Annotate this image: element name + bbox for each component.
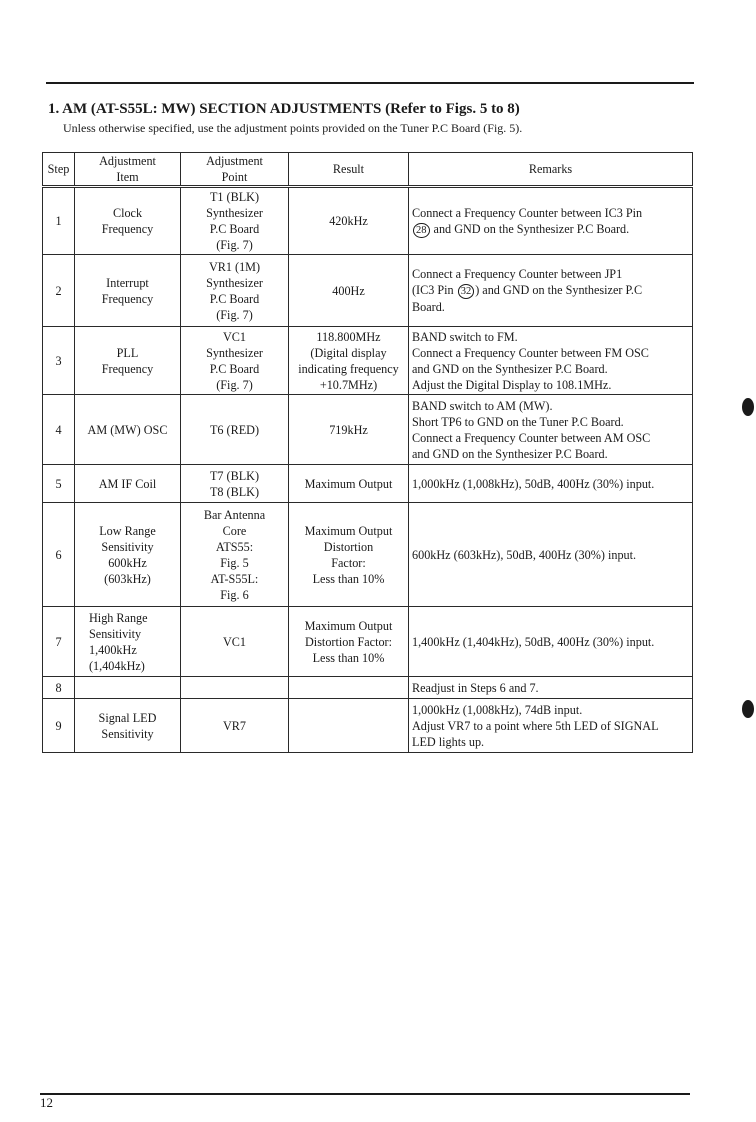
remarks: 1,000kHz (1,008kHz), 50dB, 400Hz (30%) input.: [409, 465, 693, 503]
remarks: BAND switch to FM. Connect a Frequency Counter between FM OSC and GND on the Synthesizer P.C Board. Adjust the Digital Display to 108.1MHz.: [409, 327, 693, 395]
remarks: Connect a Frequency Counter between IC3 Pin 28 and GND on the Synthesizer P.C Board.: [409, 187, 693, 255]
header-adjustment-item: Adjustment Item: [75, 153, 181, 187]
table-row: [43, 677, 693, 699]
adjustment-item: High Range Sensitivity 1,400kHz (1,404kHz): [75, 607, 181, 677]
result: Maximum Output: [289, 465, 409, 503]
adjustment-item: PLL Frequency: [75, 327, 181, 395]
pin-number-badge: 28: [413, 223, 430, 238]
section-title: 1. AM (AT-S55L: MW) SECTION ADJUSTMENTS (Refer to Figs. 5 to 8): [48, 101, 520, 117]
adjustment-item: Low Range Sensitivity 600kHz (603kHz): [75, 503, 181, 607]
adjustment-point: T1 (BLK) Synthesizer P.C Board (Fig. 7): [181, 187, 289, 255]
remarks: Readjust in Steps 6 and 7.: [409, 677, 693, 699]
remarks: BAND switch to AM (MW). Short TP6 to GND on the Tuner P.C Board. Connect a Frequency Counter between AM OSC and GND on the Synthesizer P.C Board.: [409, 395, 693, 465]
result: 400Hz: [289, 255, 409, 327]
step-number: 9: [43, 699, 75, 753]
adjustment-item: Clock Frequency: [75, 187, 181, 255]
bottom-rule: [40, 1093, 690, 1095]
header-result: Result: [289, 153, 409, 187]
table-row: [43, 699, 693, 753]
result: [289, 699, 409, 753]
step-number: 2: [43, 255, 75, 327]
table-row: [43, 255, 693, 327]
remarks: 1,400kHz (1,404kHz), 50dB, 400Hz (30%) input.: [409, 607, 693, 677]
adjustment-item: AM IF Coil: [75, 465, 181, 503]
binder-hole-mark: [742, 700, 754, 718]
result: [289, 677, 409, 699]
adjustment-point: VC1 Synthesizer P.C Board (Fig. 7): [181, 327, 289, 395]
table-row: [43, 465, 693, 503]
adjustment-point: T7 (BLK) T8 (BLK): [181, 465, 289, 503]
adjustment-point: VC1: [181, 607, 289, 677]
result: 118.800MHz (Digital display indicating frequency +10.7MHz): [289, 327, 409, 395]
adjustment-item: AM (MW) OSC: [75, 395, 181, 465]
page-number: 12: [40, 1095, 53, 1110]
header-step: Step: [43, 153, 75, 187]
remarks: 1,000kHz (1,008kHz), 74dB input. Adjust VR7 to a point where 5th LED of SIGNAL LED lights up.: [409, 699, 693, 753]
binder-hole-mark: [742, 398, 754, 416]
table-row: [43, 395, 693, 465]
adjustment-point: T6 (RED): [181, 395, 289, 465]
result: Maximum Output Distortion Factor: Less than 10%: [289, 503, 409, 607]
result: Maximum Output Distortion Factor: Less than 10%: [289, 607, 409, 677]
table-row: [43, 503, 693, 607]
adjustment-item: Interrupt Frequency: [75, 255, 181, 327]
header-remarks: Remarks: [409, 153, 693, 187]
adjustment-point: VR1 (1M) Synthesizer P.C Board (Fig. 7): [181, 255, 289, 327]
result: 719kHz: [289, 395, 409, 465]
table-row: [43, 327, 693, 395]
step-number: 5: [43, 465, 75, 503]
table-row: [43, 187, 693, 255]
pin-number-badge: 32: [458, 284, 475, 299]
table-header-row: [43, 153, 693, 187]
step-number: 4: [43, 395, 75, 465]
step-number: 1: [43, 187, 75, 255]
section-subtitle: Unless otherwise specified, use the adjustment points provided on the Tuner P.C Board (Fig. 5).: [63, 121, 523, 135]
adjustment-item: [75, 677, 181, 699]
adjustment-table: [42, 152, 693, 753]
header-adjustment-point: Adjustment Point: [181, 153, 289, 187]
top-rule: [46, 82, 694, 84]
adjustment-item: Signal LED Sensitivity: [75, 699, 181, 753]
adjustment-point: Bar Antenna Core ATS55: Fig. 5 AT-S55L: Fig. 6: [181, 503, 289, 607]
result: 420kHz: [289, 187, 409, 255]
step-number: 3: [43, 327, 75, 395]
table-row: [43, 607, 693, 677]
step-number: 8: [43, 677, 75, 699]
adjustment-point: VR7: [181, 699, 289, 753]
step-number: 6: [43, 503, 75, 607]
remarks: Connect a Frequency Counter between JP1 (IC3 Pin 32 ) and GND on the Synthesizer P.C Board.: [409, 255, 693, 327]
remarks: 600kHz (603kHz), 50dB, 400Hz (30%) input.: [409, 503, 693, 607]
adjustment-point: [181, 677, 289, 699]
step-number: 7: [43, 607, 75, 677]
